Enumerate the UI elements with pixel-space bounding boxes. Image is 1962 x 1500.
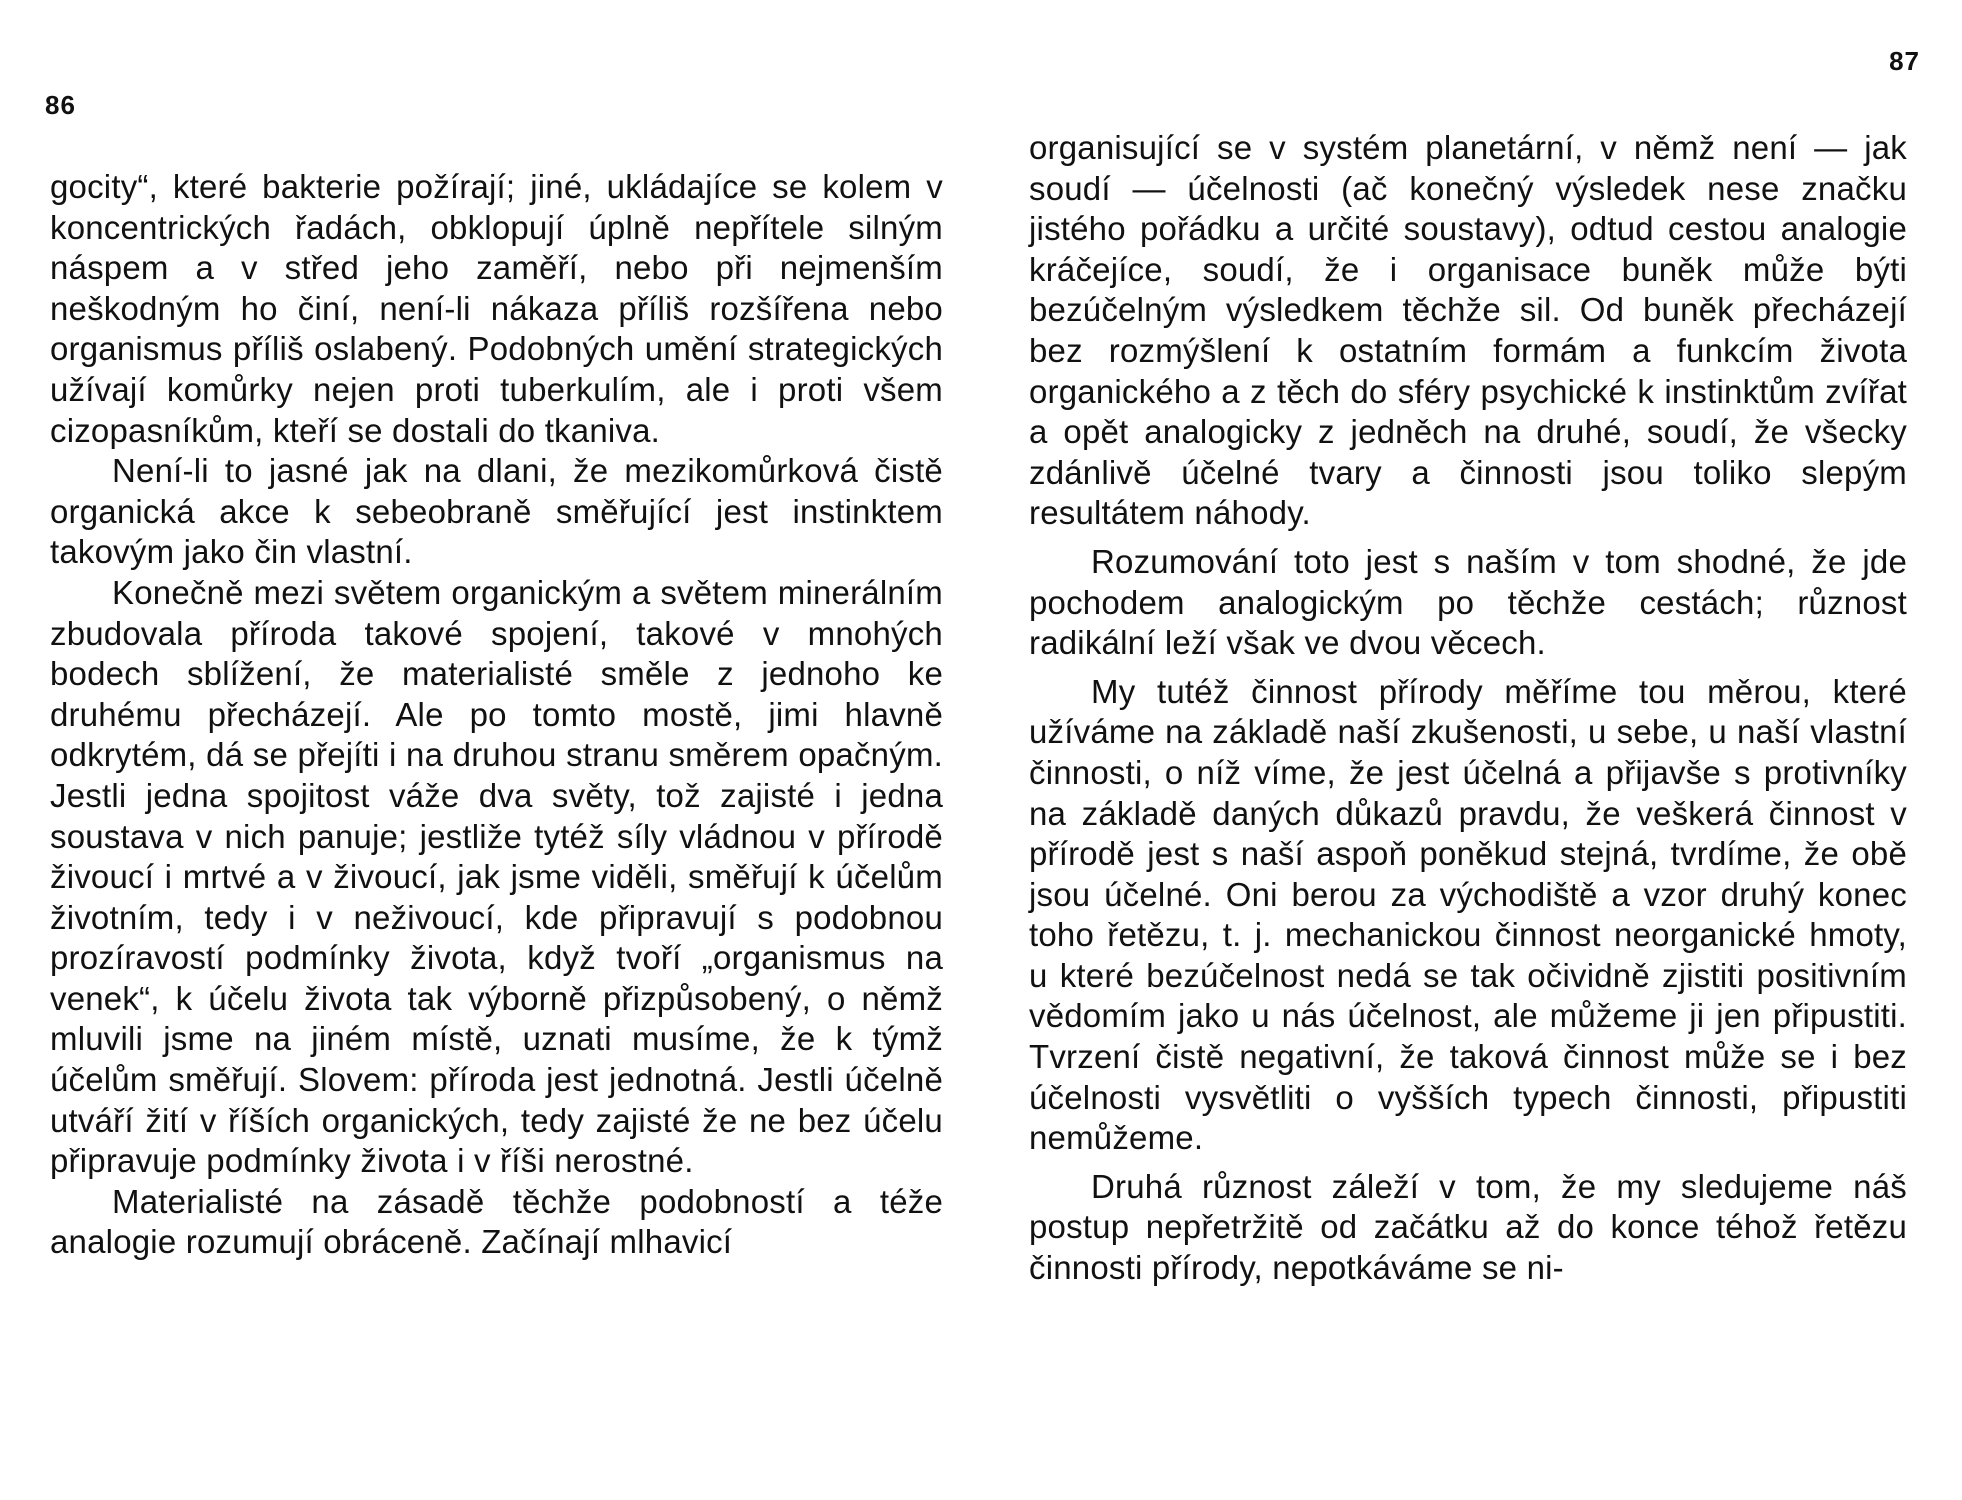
page-number: 86 (45, 90, 76, 120)
paragraph: My tutéž činnost přírody měříme tou měrou, které užíváme na základě naší zkušenosti, u sebe, u naší vlastní činnosti, o níž víme, že jest účelná a přijavše s protivníky na základě daných důkazů pravdu, že veškerá činnost v přírodě jest s naší aspoň poněkud stejná, tvrdíme, že obě jsou účelné. Oni berou za východiště a vzor druhý konec toho řetězu, t. j. mechanickou činnost neorganické hmoty, u které bezúčelnost nedá se tak očividně zjistiti positivním vědomím jako u nás účelnost, ale můžeme ji jen připustiti. Tvrzení čistě negativní, že taková činnost může se i bez účelnosti vysvětliti o vyšších typech činnosti, připustiti nemůžeme. (1029, 672, 1907, 1157)
text-column (1029, 128, 1907, 1289)
paragraph: Rozumování toto jest s naším v tom shodné, že jde pochodem analogickým po těchže cestách; různost radikální leží však ve dvou věcech. (1029, 542, 1907, 662)
paragraph: Není-li to jasné jak na dlani, že mezikomůrková čistě organická akce k sebeobraně směřující jest instinktem takovým jako čin vlastní. (50, 452, 943, 571)
paragraph: Druhá různost záleží v tom, že my sledujeme náš postup nepřetržitě od začátku až do konce téhož řetězu činnosti přírody, nepotkáváme se ni- (1029, 1167, 1907, 1287)
paragraph: Konečně mezi světem organickým a světem minerálním zbudovala příroda takové spojení, takové v mnohých bodech sblížení, že materialisté směle z jednoho ke druhému přecházejí. Ale po tomto mostě, jimi hlavně odkrytém, dá se přejíti i na druhou stranu směrem opačným. Jestli jedna spojitost váže dva světy, tož zajisté i jedna soustava v nich panuje; jestliže tytéž síly vládnou v přírodě živoucí i mrtvé a v živoucí, jak jsme viděli, směřují k účelům životním, tedy i v neživoucí, kde připravují s podobnou prozíravostí podmínky života, když tvoří „organismus na venek“, k účelu života tak výborně přizpůsobený, o němž mluvili jsme na jiném místě, uznati musíme, že k týmž účelům směřují. Slovem: příroda jest jednotná. Jestli účelně utváří žití v říších organických, tedy zajisté že ne bez účelu připravuje podmínky života i v říši nerostné. (50, 573, 943, 1180)
right-page (981, 0, 1962, 1500)
text-column (50, 167, 943, 1263)
paragraph: gocity“, které bakterie požírají; jiné, ukládajíce se kolem v koncentrických řadách, obklopují úplně nepřítele silným náspem a v střed jeho zaměří, nebo při nejmenším neškodným ho činí, není-li nákaza příliš rozšířena nebo organismus příliš oslabený. Podobných umění strategických užívají komůrky nejen proti tuberkulím, ale i proti všem cizopasníkům, kteří se dostali do tkaniva. (50, 168, 943, 449)
paragraph: organisující se v systém planetární, v němž není — jak soudí — účelnosti (ač konečný výsledek nese značku jistého pořádku a určité soustavy), odtud cestou analogie kráčejíce, soudí, že i organisace buněk může býti bezúčelným výsledkem těchže sil. Od buněk přecházejí bez rozmýšlení k ostatním formám a funkcím života organického a z těch do sféry psychické k instinktům zvířat a opět analogicky z jedněch na druhé, soudí, že všecky zdánlivě účelné tvary a činnosti jsou toliko slepým resultátem náhody. (1029, 129, 1907, 532)
paragraph: Materialisté na zásadě těchže podobností a téže analogie rozumují obráceně. Začínají mlhavicí (50, 1182, 943, 1261)
page-number: 87 (1889, 46, 1920, 76)
